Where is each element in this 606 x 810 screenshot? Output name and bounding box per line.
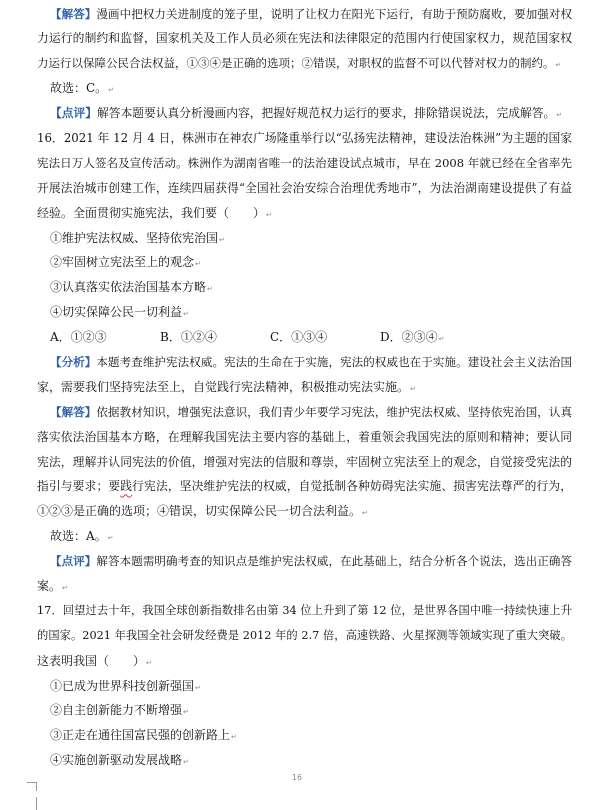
q16-analysis-line-2: 家，需要我们坚持宪法至上，自觉践行宪法精神，积极推动宪法实施。 ↵ [37, 375, 572, 400]
q16-comment-line-1 [37, 549, 572, 574]
prev-answer-line-3: 力运行以保障公民合法权益，①③④是正确的选项；②错误，对职权的监督不可以代替对权力的制约。 ↵ [37, 51, 572, 76]
q17-statement-3: ③正走在通往国富民强的创新路上 ↵ [37, 723, 572, 748]
q16-statement-1: ①维护宪法权威、坚持依宪治国 ↵ [37, 226, 572, 251]
q17-stem-line-2: 的国家。2021 年我国全社会研发经费是 2012 年的 2.7 倍，高速铁路、火星探测等领域实现了重大突破。 [37, 628, 572, 642]
q16-statement-2: ②牢固树立宪法至上的观念 ↵ [37, 250, 572, 275]
page-number: 16 [291, 773, 303, 782]
stem-text: 2021 年 12 月 4 日，株洲市在神农广场隆重举行以“弘扬宪法精神，建设法治株洲”为主题的国家 [63, 130, 572, 145]
stem-text: 回望过去十年，我国全球创新指数排名由第 34 位上升到了第 12 位，是世界各国中唯一持续快速上升 [62, 603, 572, 617]
q16-stem-line-2: 宪法日万人签名及宣传活动。株洲作为湖南省唯一的法治建设试点城市，早在 2008 年就已经在全省率先 [37, 155, 572, 170]
prev-answer-line-2: 力运行的制约和监督，国家机关及工作人员必须在宪法和法律限定的范围内行使国家权力，规范国家权 [37, 31, 572, 46]
q16-stem-line-3: 开展法治城市创建工作，连续四届获得“全国社会治安综合治理优秀地市”，为法治湖南建设提供了有益 [37, 180, 572, 195]
margin-edge-mark [36, 797, 37, 810]
q16-statement-3: ③认真落实依法治国基本方略 ↵ [37, 275, 572, 300]
q16-answer-line-4 [37, 474, 572, 499]
q16-answer-line-2: 落实依法治国基本方略，在理解我国宪法主要内容的基础上，着重领会我国宪法的原则和精神；要认同 [37, 429, 572, 444]
option-d: D．②③④ [380, 330, 438, 345]
q17-stem-line-3: 这表明我国（ ） ↵ [37, 649, 572, 674]
q16-stem-line-1 [37, 126, 572, 151]
prev-comment-line-1 [37, 101, 572, 126]
q16-analysis-line-1 [37, 350, 572, 375]
answer-label: 【解答】 [50, 404, 97, 419]
option-b: B．①②④ [160, 330, 217, 345]
q16-answer-line-5: ①②③是正确的选项；④错误，切实保障公民一切合法利益。 ↵ [37, 499, 572, 524]
q17-stem-line-1 [37, 599, 572, 624]
answer-text: 漫画中把权力关进制度的笼子里，说明了让权力在阳光下运行，有助于预防腐败，要加强对权 [96, 6, 572, 21]
comment-label: 【点评】 [50, 554, 97, 569]
question-number: 17． [37, 603, 63, 617]
answer-text: 依据教材知识，增强宪法意识，我们青少年要学习宪法，维护宪法权威、坚持依宪治国，认真 [96, 404, 572, 419]
answer-text-part: 指引与要求；要 [37, 479, 121, 494]
q17-statement-2: ②自主创新能力不断增强 ↵ [37, 698, 572, 723]
answer-text-part: 行宪法，坚决维护宪法的权威，自觉抵制各种妨碍宪法实施、损害宪法尊严的行为， [132, 479, 572, 494]
prev-answer-line-1 [37, 2, 572, 27]
q16-statement-4: ④切实保障公民一切利益 ↵ [37, 300, 572, 325]
answer-label: 【解答】 [50, 6, 97, 21]
question-number: 16． [37, 130, 64, 145]
comment-text: 解答本题要认真分析漫画内容，把握好规范权力运行的要求，排除错误说法，完成解答。 [97, 106, 556, 121]
option-c: C．①③④ [270, 330, 328, 345]
comment-label: 【点评】 [50, 106, 97, 121]
spellcheck-underlined-word: 践 [120, 479, 133, 494]
analysis-text: 本题考查维护宪法权威。宪法的生命在于实施，宪法的权威也在于实施。建设社会主义法治国 [96, 354, 572, 369]
page-body [37, 2, 572, 774]
prev-choice: 故选：C。 ↵ [37, 76, 572, 101]
q16-options [37, 325, 572, 350]
q16-choice: 故选：A。 ↵ [37, 524, 572, 549]
q16-stem-line-4: 经验。全面贯彻实施宪法，我们要（ ） ↵ [37, 201, 572, 226]
q17-statement-4: ④实施创新驱动发展战略 ↵ [37, 748, 572, 773]
q16-answer-line-3: 宪法，理解并认同宪法的价值，增强对宪法的信服和尊崇，牢固树立宪法至上的观念，自觉接受宪法的 [37, 454, 572, 469]
q17-statement-1: ①已成为世界科技创新强国 ↵ [37, 674, 572, 699]
q16-comment-line-2: 案。 ↵ [37, 574, 572, 599]
q16-answer-line-1 [37, 400, 572, 425]
margin-corner-mark [36, 782, 37, 791]
analysis-label: 【分析】 [50, 354, 97, 369]
comment-text: 解答本题需明确考查的知识点是维护宪法权威，在此基础上，结合分析各个说法，选出正确答 [96, 554, 572, 569]
option-a: A．①②③ [50, 330, 107, 345]
